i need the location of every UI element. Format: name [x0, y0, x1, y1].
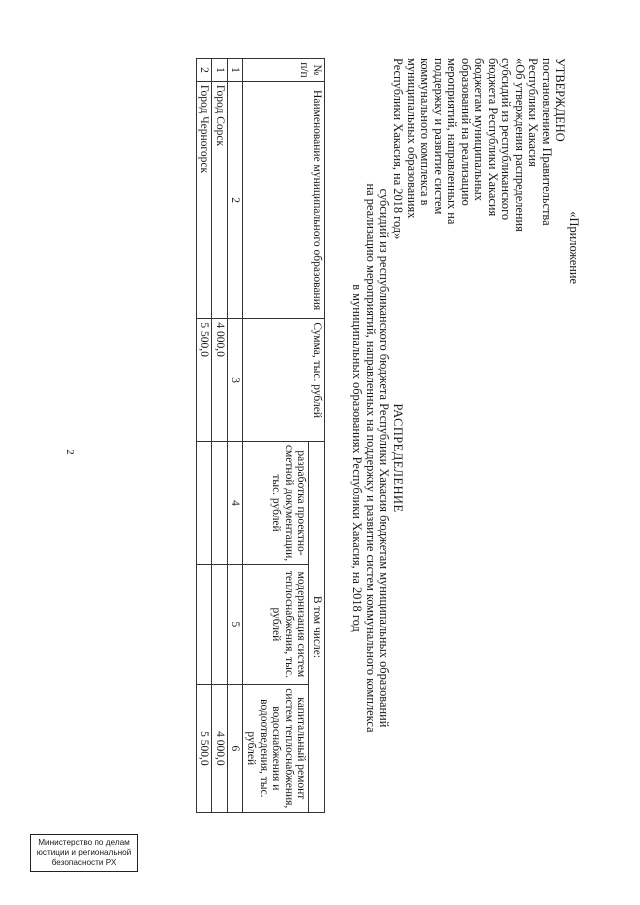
design-docs-value: [196, 441, 212, 564]
stamp-line: юстиции и региональной: [36, 848, 132, 857]
approval-line: коммунального комплекса в: [418, 58, 433, 206]
approval-line: мероприятий, направленных на: [445, 58, 460, 225]
ministry-stamp: [30, 834, 138, 872]
modernization-value: [212, 565, 228, 684]
approval-line: Республики Хакасия, на 2018 год»: [391, 58, 406, 240]
rotated-page-content: [0, 58, 640, 858]
municipality-name: Город Черногорск: [196, 81, 212, 318]
modernization-value: [196, 565, 212, 684]
approval-line: бюджетам муниципальных: [472, 58, 487, 201]
approval-line: бюджета Республики Хакасия: [486, 58, 500, 217]
document-title: РАСПРЕДЕЛЕНИЕ: [391, 403, 405, 513]
approval-line: «Об утверждения распределения: [513, 58, 527, 232]
column-index: 6: [227, 684, 243, 812]
heading-line: субсидий из республиканского бюджета Республики Хакасия бюджетам муниципальных образований: [377, 188, 392, 728]
document-heading: [350, 58, 404, 858]
stamp-line: безопасности РХ: [51, 858, 117, 867]
table-row: [212, 59, 228, 813]
row-number: 1: [212, 59, 228, 82]
row-number: 2: [196, 59, 212, 82]
municipality-name: Город Сорск: [212, 81, 228, 318]
approval-line: образований на реализацию: [459, 58, 473, 206]
column-index: 1: [227, 59, 243, 82]
column-header-sum: Сумма, тыс. рублей: [243, 319, 325, 442]
capital-repair-value: 5 500,0: [196, 684, 212, 812]
approval-line: муниципальных образованиях: [405, 58, 419, 219]
sum-value: 4 000,0: [212, 319, 228, 442]
approval-line: субсидий из республиканского: [499, 58, 514, 221]
approval-line: поддержку и развитие систем: [432, 58, 446, 215]
appendix-label: «Приложение: [567, 211, 581, 284]
column-header-design-docs: разработка проектно-сметной документации, тыс. рублей: [243, 441, 309, 564]
approval-line: постановлением Правительства: [540, 58, 554, 226]
column-header-num: № п/п: [243, 59, 325, 82]
approved-label: УТВЕРЖДЕНО: [553, 58, 568, 142]
heading-line: на реализацию мероприятий, направленных на поддержку и развитие систем коммунального комплекса: [364, 183, 378, 733]
column-header-modernization: модернизация систем теплоснабжения, тыс. рублей: [243, 565, 309, 684]
column-index: 5: [227, 565, 243, 684]
table-row: [196, 59, 212, 813]
column-header-capital-repair: капитальный ремонт систем теплоснабжения, водоснабжения и водоотведения, тыс. рублей: [243, 684, 309, 812]
capital-repair-value: 4 000,0: [212, 684, 228, 812]
column-index: 4: [227, 441, 243, 564]
page-number: 2: [64, 449, 76, 455]
column-index: 2: [227, 81, 243, 318]
column-index-row: [227, 59, 243, 813]
sum-value: 5 500,0: [196, 319, 212, 442]
stamp-line: Министерство по делам: [38, 838, 130, 847]
approval-line: Республики Хакасия: [526, 58, 541, 167]
column-header-including: В том числе:: [309, 441, 325, 812]
approval-block: [391, 58, 580, 284]
column-header-name: Наименование муниципального образования: [243, 81, 325, 318]
distribution-table: [196, 58, 325, 813]
heading-line: в муниципальных образованиях Республики Хакасия, на 2018 год: [350, 284, 365, 632]
design-docs-value: [212, 441, 228, 564]
column-index: 3: [227, 319, 243, 442]
